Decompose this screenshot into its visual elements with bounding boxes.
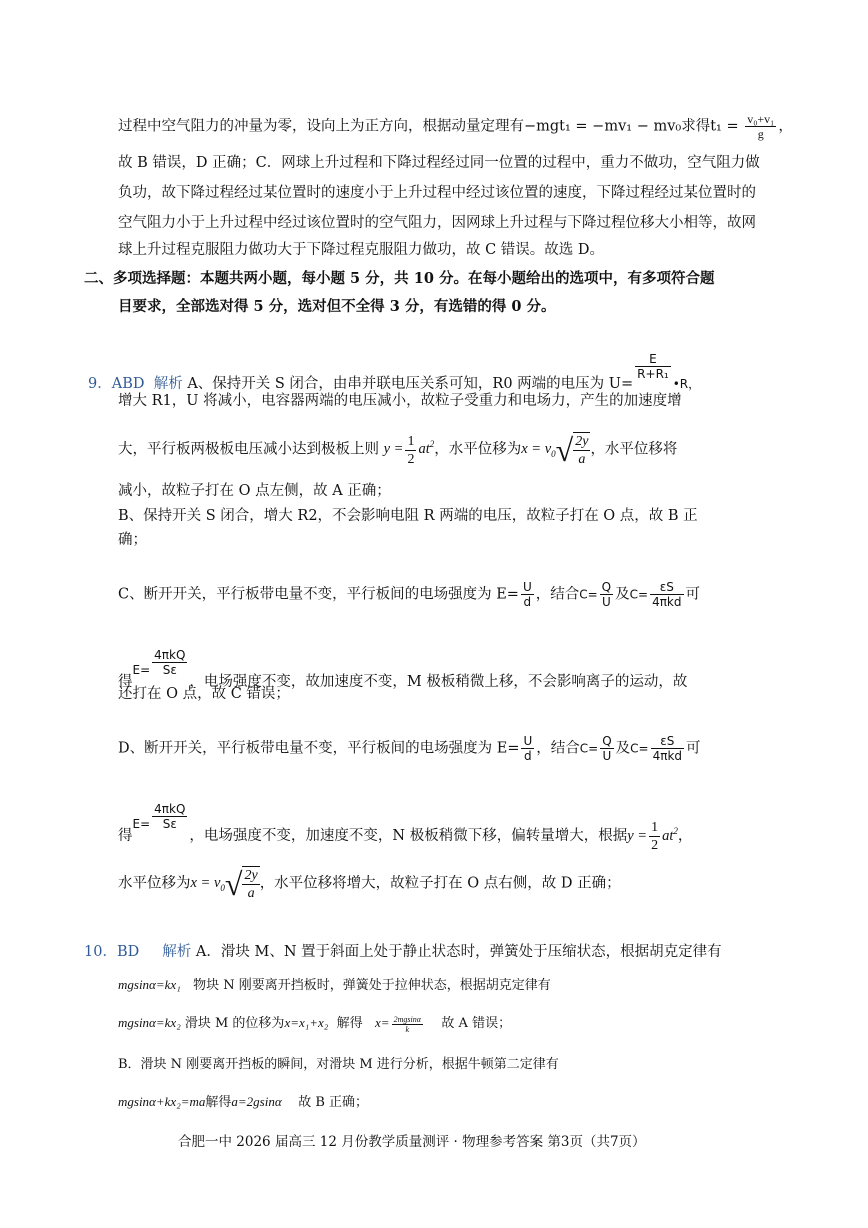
q9-c-text-a: C、断开开关，平行板带电量不变，平行板间的电场强度为 E= <box>118 586 519 603</box>
page-footer: 合肥一中 2026 届高三 12 月份教学质量测评 · 物理参考答案 第3页（共7页） <box>178 1134 646 1150</box>
formula-x-sum: x=x₁+x₂ <box>284 1015 329 1030</box>
q10-text-1: A．滑块 M、N 置于斜面上处于静止状态时，弹簧处于压缩状态，根据胡克定律有 <box>195 944 722 960</box>
frac-num: v₀+v₁ <box>747 112 775 126</box>
q9-text-a: A、保持开关 S 闭合，由串并联电压关系可知，R0 两端的电压为 U= <box>187 376 634 392</box>
q9-d-text-e: 得 <box>118 828 133 844</box>
q9-line-2: 增大 R1，U 将减小，电容器两端的电压减小，故粒子受重力和电场力，产生的加速度增 <box>118 393 682 409</box>
q9-c-line-2: 得$^{E=}$ $\frac{\text{4πkQ}}{S\varepsilon}$ ，电场强度不变，故加速度不变，M 极板稍微上移，不会影响离子的运动，故 <box>118 648 688 690</box>
q10-line-5 <box>118 1092 368 1113</box>
q9-c-text-b: ，结合 <box>535 586 580 603</box>
q9-d-text-g: 水平位移为 <box>118 875 191 892</box>
frac-den: R+R₁ <box>637 367 669 381</box>
t1-fraction <box>745 112 776 141</box>
q9-text-3b: ，水平位移为 <box>434 441 522 458</box>
formula-mgsin-plus-kx2: mgsinα+kx₂=ma <box>118 1094 206 1109</box>
intro-line-4: 空气阻力小于上升过程中经过该位置时的空气阻力，因网球上升过程与下降过程位移大小相等，故网 <box>118 215 756 231</box>
q9-d-text-f: ，电场强度不变，加速度不变，N 极板稍微下移，偏转量增大，根据 <box>189 828 628 844</box>
formula-e-u-over-d-2: $\frac{U}{d}$ <box>523 734 533 763</box>
formula-x-v0-sqrt: $x = v_0√$ $\frac{2y}{a}$ <box>521 432 589 468</box>
formula-e-4pikq-se-2: $\frac{\text{4πkQ}}{S\varepsilon}$ <box>154 802 186 831</box>
q9-d-text-d: 可 <box>686 740 701 757</box>
q9-d-line-1: D、断开开关，平行板带电量不变，平行板间的电场强度为 E= $\frac{U}{d}$ ，结合C= $\frac{Q}{U}$ 及C= $\frac{\varepsilon S}{\text{4πkd}}$ 可 <box>118 734 701 763</box>
formula-c-q-over-u-2: $\frac{Q}{U}$ <box>602 734 612 763</box>
frac-den: g <box>757 127 764 141</box>
formula-e-4pikq-se: $\frac{\text{4πkQ}}{S\varepsilon}$ <box>154 648 186 677</box>
q9-line-1 <box>88 352 700 394</box>
q9-line-4: 减小，故粒子打在 O 点左侧，故 A 正确； <box>118 483 391 499</box>
section-heading-line-2: 目要求，全部选对得 5 分，选对但不全得 3 分，有选错的得 0 分。 <box>118 298 556 315</box>
q9-text-3a: 大，平行板两极板电压减小达到极板上则 <box>118 441 379 458</box>
formula-e-u-over-d: $\frac{U}{d}$ <box>522 580 532 609</box>
q9-d-text-b: ，结合 <box>536 740 580 757</box>
intro-line-3: 负功，故下降过程经过某位置时的速度小于上升过程中经过该位置的速度，下降过程经过某位置时的 <box>118 185 756 201</box>
q9-c-text-e: 得 <box>118 674 133 690</box>
q9-text-a-tail: •R， <box>672 377 701 391</box>
q9-line-3 <box>118 432 677 468</box>
q10-text-2: 物块 N 刚要离开挡板时，弹簧处于拉伸状态，根据胡克定律有 <box>193 978 551 993</box>
q9-analysis-tag: 解析 <box>153 376 183 392</box>
q10-line-2 <box>118 975 551 996</box>
q9-line-6: 确； <box>118 532 147 548</box>
q9-c-line-1: C、断开开关，平行板带电量不变，平行板间的电场强度为 E= $\frac{U}{d}$ ，结合C= $\frac{Q}{U}$ 及C= $\frac{\varepsilon S}{\text{4πkd}}$ 可 <box>118 580 700 609</box>
formula-y-half-at2-2: y = $\frac{1}{2}$ $at^2$ <box>627 820 678 854</box>
formula-a-2gsin: a=2gsinα <box>231 1094 282 1109</box>
section-heading-line-1: 二、多项选择题：本题共两小题，每小题 5 分，共 10 分。在每小题给出的选项中，有多项符合题 <box>84 270 715 287</box>
formula-y-half-at2: y = $\frac{1}{2}$ $at^2$ <box>383 433 435 467</box>
formula-c-es-4pikd: $\frac{\varepsilon S}{\text{4πkd}}$ <box>652 580 682 609</box>
formula-x-v0-sqrt-2: $x = v_0√$ $\frac{2y}{a}$ <box>190 866 258 902</box>
q9-c-text-c: 及 <box>615 586 630 603</box>
q9-c-line-3: 还打在 O 点，故 C 错误； <box>118 686 290 702</box>
formula-mgsin-kx2: mgsinα=kx₂ <box>118 1015 181 1030</box>
formula-c-es-4pikd-2: $\frac{\varepsilon S}{\text{4πkd}}$ <box>652 734 683 763</box>
q9-voltage-fraction <box>635 352 671 381</box>
intro-text-1: 过程中空气阻力的冲量为零，设向上为正方向，根据动量定理有−mgt₁ = −mv₁ − mv₀求得t₁ = <box>118 118 744 135</box>
q9-d-line-3 <box>118 866 621 902</box>
q10-text-3c: 故 A 错误； <box>441 1016 512 1031</box>
q10-line-4: B．滑块 N 刚要离开挡板的瞬间，对滑块 M 进行分析，根据牛顿第二定律有 <box>118 1057 559 1072</box>
q10-text-5: 解得 <box>205 1095 232 1110</box>
q10-text-3b: 解得 <box>336 1016 363 1031</box>
formula-mgsin-kx1: mgsinα=kx₁ <box>118 977 181 992</box>
q10-analysis-tag: 解析 <box>162 944 192 960</box>
q10-text-3: 滑块 M 的位移为 <box>184 1016 285 1031</box>
q9-c-text-f: ，电场强度不变，故加速度不变，M 极板稍微上移，不会影响离子的运动，故 <box>189 674 688 690</box>
q10-line-3 <box>118 1013 511 1034</box>
q9-d-text-c: 及 <box>615 740 631 757</box>
intro-line-2: 故 B 错误，D 正确；C．网球上升过程和下降过程经过同一位置的过程中，重力不做功，空气阻力做 <box>118 155 760 171</box>
formula-x-2mgsin-over-k: x= $\frac{2mgsin\alpha}{k}$ <box>375 1014 421 1034</box>
intro-line-5: 球上升过程克服阻力做功大于下降过程克服阻力做功，故 C 错误。故选 D。 <box>118 242 605 258</box>
formula-c-q-over-u: $\frac{Q}{U}$ <box>601 580 612 609</box>
q9-d-line-2: 得$^{E=}$ $\frac{\text{4πkQ}}{S\varepsilon}$ ，电场强度不变，加速度不变，N 极板稍微下移，偏转量增大，根据y = $\frac{1}{2}$ $at^2$， <box>118 802 693 854</box>
q9-c-text-d: 可 <box>685 586 700 603</box>
q9-line-5: B、保持开关 S 闭合，增大 R2，不会影响电阻 R 两端的电压，故粒子打在 O 点，故 B 正 <box>118 508 698 524</box>
intro-line-1: 过程中空气阻力的冲量为零，设向上为正方向，根据动量定理有−mgt₁ = −mv₁ − mv₀求得t₁ = $\frac{\text{v₀+v₁}}{g}$ ， <box>118 112 793 141</box>
q10-number: 10．BD <box>84 944 140 960</box>
q9-d-text-h: ，水平位移将增大，故粒子打在 O 点右侧，故 D 正确； <box>259 875 621 892</box>
q9-text-3c: ，水平位移将 <box>590 441 678 458</box>
q10-line-1 <box>84 942 722 962</box>
q10-text-5b: 故 B 正确； <box>298 1095 369 1110</box>
q9-d-text-a: D、断开开关，平行板带电量不变，平行板间的电场强度为 E= <box>118 740 520 757</box>
frac-num: E <box>635 352 671 367</box>
q9-number: 9．ABD <box>88 376 145 392</box>
